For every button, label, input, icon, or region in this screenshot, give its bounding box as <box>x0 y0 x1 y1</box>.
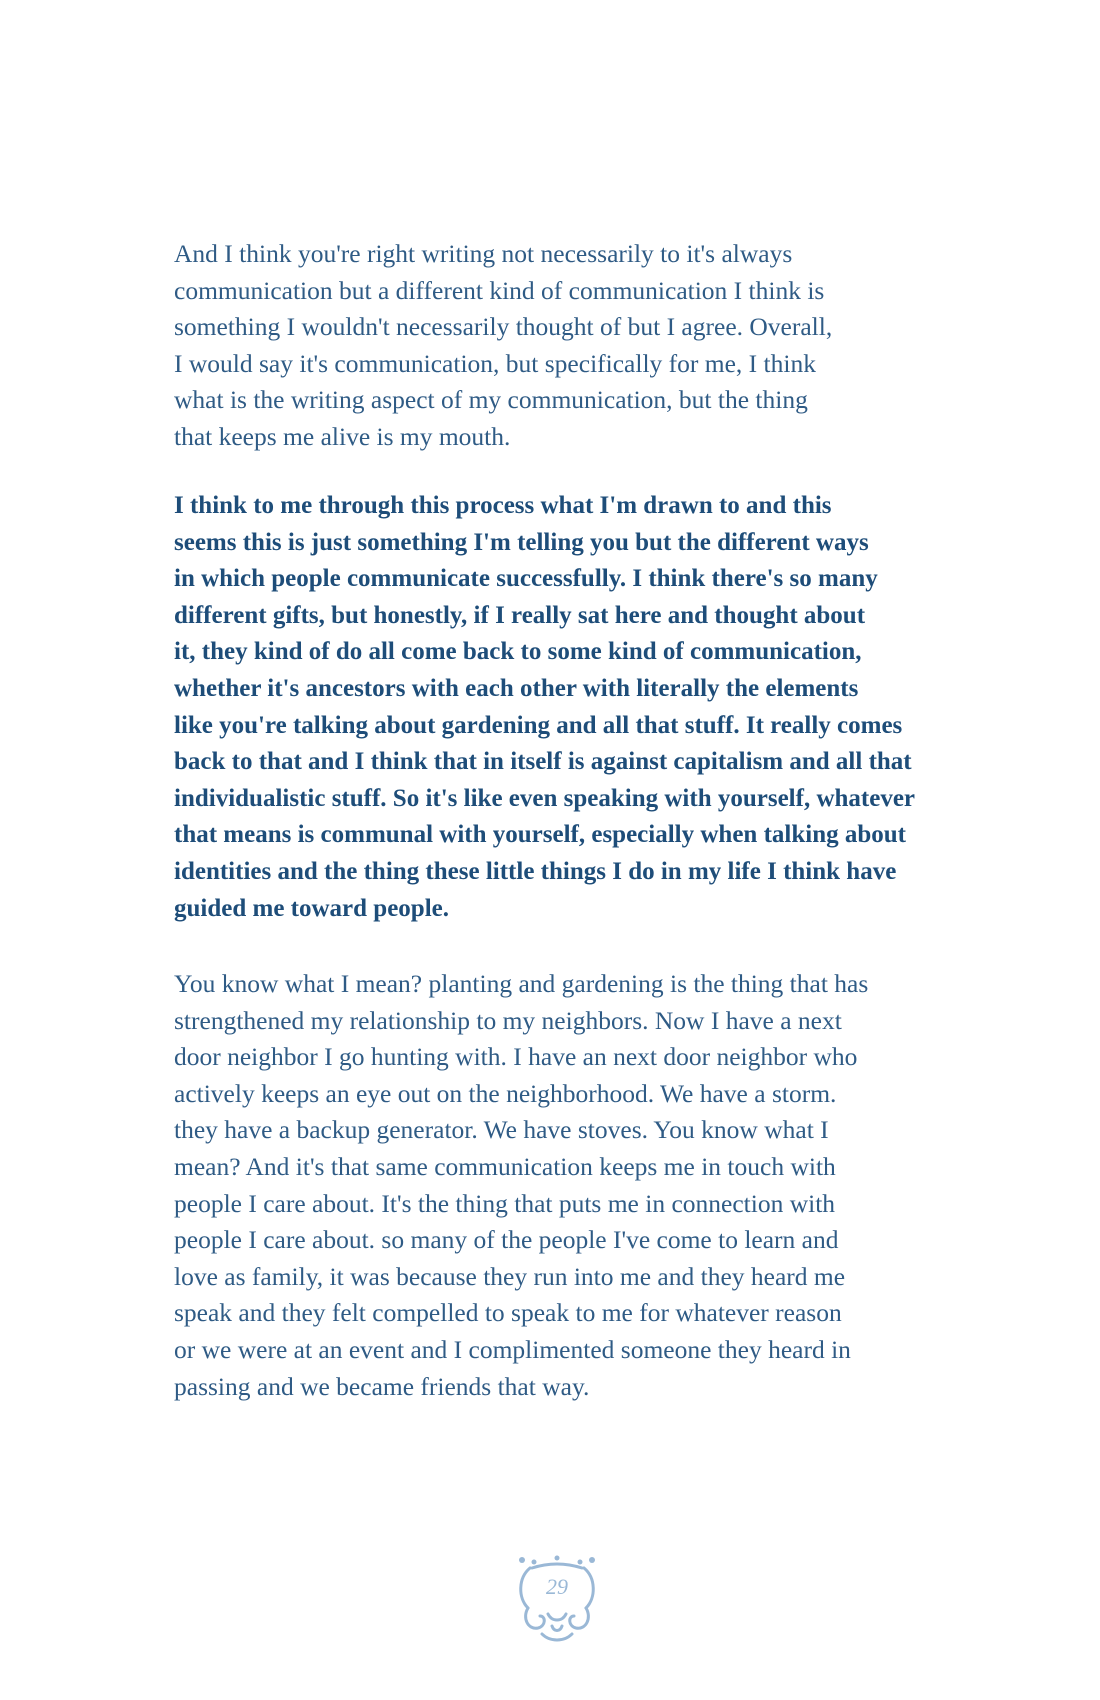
paragraph-line: they have a backup generator. We have stoves. You know what I <box>174 1115 829 1145</box>
paragraph-line: guided me toward people. <box>174 894 449 922</box>
paragraph-line: like you're talking about gardening and all that stuff. It really comes <box>174 711 903 739</box>
paragraph-line: I would say it's communication, but specifically for me, I think <box>174 348 816 378</box>
paragraph-1 <box>174 236 964 456</box>
paragraph-line: seems this is just something I'm telling you but the different ways <box>174 528 869 556</box>
paragraph-2-bold <box>174 488 964 927</box>
paragraph-line: different gifts, but honestly, if I really sat here and thought about <box>174 601 866 629</box>
paragraph-line: mean? And it's that same communication keeps me in touch with <box>174 1151 836 1181</box>
paragraph-line: people I care about. It's the thing that puts me in connection with <box>174 1188 836 1218</box>
paragraph-line: in which people communicate successfully. I think there's so many <box>174 565 878 593</box>
paragraph-line: actively keeps an eye out on the neighborhood. We have a storm. <box>174 1078 837 1108</box>
paragraph-3 <box>174 966 964 1405</box>
paragraph-line: or we were at an event and I complimented someone they heard in <box>174 1334 851 1364</box>
paragraph-line: communication but a different kind of communication I think is <box>174 275 825 305</box>
paragraph-line: that means is communal with yourself, especially when talking about <box>174 821 906 849</box>
paragraph-line: door neighbor I go hunting with. I have an next door neighbor who <box>174 1042 858 1072</box>
paragraph-line: individualistic stuff. So it's like even speaking with yourself, whatever <box>174 784 916 812</box>
paragraph-line: You know what I mean? planting and gardening is the thing that has <box>174 969 869 998</box>
page-number: 29 <box>546 1574 568 1599</box>
paragraph-line: that keeps me alive is my mouth. <box>174 421 511 451</box>
paragraph-line: speak and they felt compelled to speak to me for whatever reason <box>174 1298 842 1328</box>
paragraph-line: something I wouldn't necessarily thought of but I agree. Overall, <box>174 312 833 342</box>
paragraph-line: strengthened my relationship to my neighbors. Now I have a next <box>174 1005 842 1035</box>
paragraph-line: back to that and I think that in itself is against capitalism and all that <box>174 748 912 776</box>
paragraph-line: people I care about. so many of the people I've come to learn and <box>174 1225 839 1255</box>
paragraph-line: passing and we became friends that way. <box>174 1371 590 1401</box>
paragraph-line: whether it's ancestors with each other with literally the elements <box>174 674 859 702</box>
paragraph-line: what is the writing aspect of my communication, but the thing <box>174 385 808 415</box>
paragraph-line: I think to me through this process what I'm drawn to and this <box>174 492 832 519</box>
paragraph-line: it, they kind of do all come back to some kind of communication, <box>174 638 862 666</box>
paragraph-line: identities and the thing these little things I do in my life I think have <box>174 857 897 885</box>
paragraph-line: And I think you're right writing not necessarily to it's always <box>174 239 793 268</box>
paragraph-line: love as family, it was because they run into me and they heard me <box>174 1261 846 1291</box>
